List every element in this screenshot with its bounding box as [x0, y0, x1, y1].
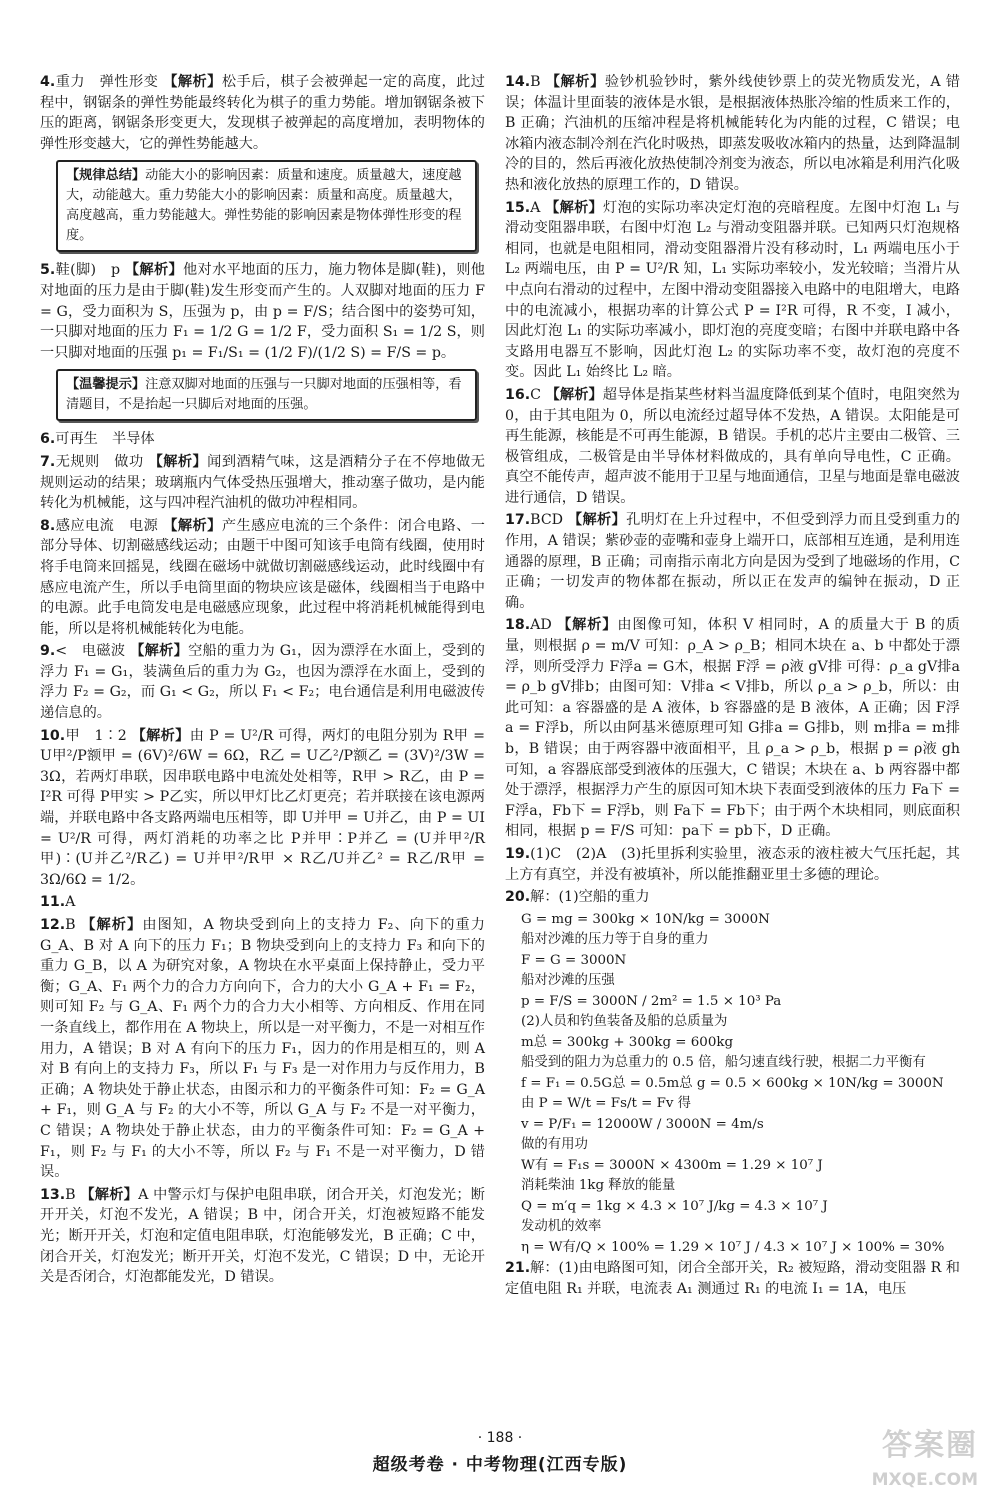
- analysis-tag: 【解析】: [131, 727, 190, 744]
- analysis-tag: 【解析】: [148, 453, 208, 470]
- answer-item: [40, 260, 485, 363]
- calculation-line: 船对沙滩的压强: [521, 973, 615, 989]
- item-number: 21.: [505, 1260, 531, 1277]
- item-number: 13.: [40, 1186, 66, 1203]
- analysis-text: 由 P = U²/R 可得，两灯的电阻分别为 R甲 = U甲²/P额甲 = (6V)²/6W = 6Ω，R乙 = U乙²/P额乙 = (3V)²/3W = 3Ω，若两灯串联，因串联电路中电流处处相等，R甲 > R乙，由 P = I²R 可得 P甲实 > P乙实，所以甲灯比乙灯更亮；若并联接在该电源两端，并联电路中各支路两端电压相等，即 U并甲 = U并乙，由 P = UI = U²/R 可得，两灯消耗的功率之比 P并甲∶P并乙 = (U并甲²/R甲)∶(U并乙²/R乙) = U并甲²/R甲 × R乙/U并乙² = R乙/R甲 = 3Ω/6Ω = 1/2。: [40, 727, 485, 888]
- right-column: [505, 72, 960, 1301]
- item-number: 19.: [505, 845, 531, 862]
- analysis-text: 孔明灯在上升过程中，不但受到浮力而且受到重力的作用，A 错误；紫砂壶的壶嘴和壶身上端开口，底部相互连通，是利用连通器的原理，B 正确；司南指示南北方向是因为受到了地磁场的作用，C 正确；一切发声的物体都在振动，所以正在发声的编钟在振动，D 正确。: [505, 512, 960, 611]
- calculation-line: p = F/S = 3000N / 2m² = 1.5 × 10³ Pa: [521, 993, 782, 1009]
- item-number: 20.: [505, 889, 531, 906]
- item-answer: 甲 1∶2: [65, 727, 132, 744]
- analysis-tag: 【解析】: [163, 74, 222, 90]
- item-number: 17.: [505, 512, 531, 529]
- calculation-line: m总 = 300kg + 300kg = 600kg: [521, 1034, 734, 1050]
- item-answer: BCD: [530, 512, 568, 529]
- analysis-tag: 【解析】: [545, 74, 605, 90]
- item-number: 10.: [40, 727, 66, 744]
- item-answer: 感应电流 电源: [55, 517, 164, 534]
- answer-item: [40, 1185, 485, 1288]
- analysis-text: 闻到酒精气味，这是酒精分子在不停地做无规则运动的结果；玻璃瓶内气体受热压强增大，推动塞子做功，是内能转化为机械能，这与四冲程汽油机的做功冲程相同。: [40, 453, 485, 512]
- answer-item: [505, 510, 960, 613]
- tip-box-text: 注意双脚对地面的压强与一只脚对地面的压强相等，看清题目，不是抬起一只脚后对地面的压强。: [66, 377, 462, 413]
- item-number: 4.: [40, 74, 56, 90]
- calculation-line: W有 = F₁s = 3000N × 4300m = 1.29 × 10⁷ J: [521, 1157, 823, 1173]
- page-number: · 188 ·: [477, 1430, 523, 1446]
- calculation-line: 船对沙滩的压力等于自身的重力: [521, 932, 709, 948]
- calculation-line: (2)人员和钓鱼装备及船的总质量为: [521, 1014, 728, 1030]
- analysis-text: 由图知，A 物块受到向上的支持力 F₂、向下的重力 G_A、B 对 A 向下的压力 F₁；B 物块受到向上的支持力 F₃ 和向下的重力 G_B，以 A 为研究对象，A 物块在水平桌面上保持静止，受力平衡；G_A、F₁ 两个力的合力方向向下，合力的大小 G_A + F₁ = F₂，则可知 F₂ 与 G_A、F₁ 两个力的合力大小相等、方向相反、作用在同一条直线上，都作用在 A 物块上，所以是一对平衡力，不是一对相互作用力，A 错误；B 对 A 有向下的压力 F₁，因力的作用是相互的，则 A 对 B 有向上的支持力 F₃，所以 F₁ 与 F₃ 是一对作用力与反作用力，B 正确；A 物块处于静止状态，由图示和力的平衡条件可知：F₂ = G_A + F₁，则 G_A 与 F₂ 的大小不等，所以 G_A 与 F₂ 不是一对平衡力，C 错误；A 物块处于静止状态，由力的平衡条件可知：F₂ = G_A + F₁，则 F₂ 与 F₁ 的大小不等，所以 F₂ 与 F₁ 不是一对平衡力，D 错误。: [40, 917, 485, 1181]
- analysis-text: 灯泡的实际功率决定灯泡的亮暗程度。左图中灯泡 L₁ 与滑动变阻器串联，右图中灯泡 L₂ 与滑动变阻器并联。已知两只灯泡规格相同，也就是电阻相同，滑动变阻器滑片没有移动时，L₁ 两端电压小于 L₂ 两端电压，由 P = U²/R 知，L₁ 实际功率较小，发光较暗；当滑片从中点向右滑动的过程中，左图中滑动变阻器接入电路中的电阻增大，电路中的电流减小，根据功率的计算公式 P = I²R 可得，R 不变，I 减小，因此灯泡 L₁ 的实际功率减小，即灯泡的亮度变暗；右图中并联电路中各支路用电器互不影响，因此灯泡 L₂ 的实际功率不变，故灯泡的亮度不变。因此 L₁ 始终比 L₂ 暗。: [505, 199, 960, 381]
- item-answer: B: [530, 74, 546, 90]
- item-number: 5.: [40, 262, 56, 279]
- answer-item: [40, 915, 485, 1183]
- analysis-text: A 中警示灯与保护电阻串联，闭合开关，灯泡发光；断开开关，灯泡不发光，A 错误；B 中，闭合开关，灯泡被短路不能发光；断开开关，灯泡和定值电阻串联，灯泡能够发光，B 正确；C 中，闭合开关，灯泡发光；断开开关，灯泡不发光，C 错误；D 中，无论开关是否闭合，灯泡都能发光，D 错误。: [40, 1186, 485, 1286]
- analysis-tag: 【解析】: [163, 517, 222, 534]
- item-number: 7.: [40, 453, 56, 470]
- answer-item: [505, 1258, 960, 1299]
- tip-box-text: 动能大小的影响因素：质量和速度。质量越大，速度越大，动能越大。重力势能大小的影响因素：质量和高度。质量越大，高度越高，重力势能越大。弹性势能的影响因素是物体弹性形变的程度。: [66, 168, 462, 244]
- answer-item: [40, 726, 485, 891]
- analysis-text: 空船的重力为 G₁，因为漂浮在水面上，受到的浮力 F₁ = G₁，装满鱼后的重力为 G₂，也因为漂浮在水面上，受到的浮力 F₂ = G₂，而 G₁ < G₂，所以 F₁ < F₂；电台通信是利用电磁波传递信息的。: [40, 643, 485, 722]
- item-answer: AD: [530, 617, 558, 634]
- answer-item: [40, 641, 485, 723]
- calculation-line: F = G = 3000N: [521, 952, 627, 968]
- calculation-line: 由 P = W/t = Fs/t = Fv 得: [521, 1096, 692, 1112]
- analysis-tag: 【解析】: [124, 262, 184, 279]
- answer-item: [40, 892, 485, 913]
- answer-item: [505, 385, 960, 509]
- item-number: 18.: [505, 617, 531, 634]
- item-number: 16.: [505, 386, 531, 403]
- item-answer: (1)C (2)A (3)托里拆利实验里，液态汞的液柱被大气压托起，其上方有真空，并没有被填补，所以能推翻亚里士多德的理论。: [505, 845, 960, 883]
- calculation-line: 船受到的阻力为总重力的 0.5 倍，船匀速直线行驶，根据二力平衡有: [521, 1055, 926, 1071]
- analysis-text: 产生感应电流的三个条件：闭合电路、一部分导体、切割磁感线运动；由题干中图可知该手电筒有线圈，使用时将手电筒来回摇晃，线圈在磁场中就做切割磁感线运动，此时线圈中有感应电流产生，所以手电筒里面的物块应该是磁体，线圈相当于电路中的电源。此手电筒发电是电磁感应现象，此过程中将消耗机械能得到电能，所以是将机械能转化为电能。: [40, 517, 485, 637]
- answer-item: [505, 844, 960, 885]
- analysis-tag: 【解析】: [80, 1186, 139, 1203]
- item-answer: A: [530, 199, 546, 216]
- analysis-text: 超导体是指某些材料当温度降低到某个值时，电阻突然为 0，由于其电阻为 0，所以电流经过超导体不发热，A 错误。太阳能是可再生能源，核能是不可再生能源，B 错误。手机的芯片主要由二极管、三极管组成，二极管是由半导体材料做成的，具有单向导电性，C 正确。真空不能传声，超声波不能用于卫星与地面通信，卫星与地面是靠电磁波进行通信，D 错误。: [505, 386, 960, 506]
- item-number: 15.: [505, 199, 531, 216]
- watermark: [832, 1420, 982, 1490]
- analysis-tag: 【解析】: [545, 199, 604, 216]
- tip-box-tag: 【规律总结】: [66, 168, 146, 184]
- answer-item: [505, 72, 960, 196]
- item-number: 12.: [40, 917, 66, 933]
- item-answer: B: [65, 1186, 81, 1203]
- item-number: 8.: [40, 517, 56, 534]
- analysis-tag: 【解析】: [81, 917, 143, 933]
- item-answer: 可再生 半导体: [55, 431, 155, 448]
- calculation-line: 做的有用功: [521, 1137, 588, 1153]
- answer-item: [505, 615, 960, 842]
- analysis-text: 他对水平地面的压力，施力物体是脚(鞋)，则他对地面的压力是由于脚(鞋)发生形变而产生的。人双脚对地面的压力 F = G，受力面积为 S，压强为 p，由 p = F/S；结合图中的姿势可知，一只脚对地面的压力 F₁ = 1/2 G = 1/2 F，受力面积 S₁ = 1/2 S，则一只脚对地面的压强 p₁ = F₁/S₁ = (1/2 F)/(1/2 S) = F/S = p。: [40, 262, 485, 361]
- item-answer: 解：(1)由电路图可知，闭合全部开关，R₂ 被短路，滑动变阻器 R 和定值电阻 R₁ 并联，电流表 A₁ 测通过 R₁ 的电流 I₁ = 1A，电压: [505, 1260, 960, 1297]
- answer-item: [40, 429, 485, 450]
- item-answer: < 电磁波: [55, 643, 131, 660]
- analysis-text: 验钞机验钞时，紫外线使钞票上的荧光物质发光，A 错误；体温计里面装的液体是水银，是根据液体热胀冷缩的性质来工作的，B 正确；汽油机的压缩冲程是将机械能转化为内能的过程，C 错误；电冰箱内液态制冷剂在汽化时吸热，即蒸发吸收冰箱内的热量，达到降温制冷的目的，然后再液化放热使制冷剂变为液态，所以电冰箱是利用汽化吸热和液化放热的原理工作的，D 错误。: [505, 74, 960, 193]
- answer-item: [40, 516, 485, 640]
- watermark-logo: 答案圈: [882, 1428, 978, 1463]
- analysis-tag: 【解析】: [545, 386, 603, 403]
- item-number: 14.: [505, 74, 531, 90]
- answer-item: [505, 198, 960, 383]
- item-number: 11.: [40, 894, 66, 911]
- item-number: 6.: [40, 431, 56, 448]
- book-title: 超级考卷 · 中考物理(江西专版): [372, 1455, 628, 1475]
- item-number: 9.: [40, 643, 56, 660]
- tip-box: [56, 369, 477, 421]
- item-answer: A: [65, 894, 76, 911]
- calculation-line: G = mg = 300kg × 10N/kg = 3000N: [521, 911, 770, 927]
- tip-box: [56, 160, 477, 252]
- left-column: [40, 72, 485, 1290]
- calculation-line: 消耗柴油 1kg 释放的能量: [521, 1178, 676, 1194]
- item-answer: 解：(1)空船的重力: [530, 889, 650, 906]
- analysis-text: 松手后，棋子会被弹起一定的高度，此过程中，钢锯条的弹性势能最终转化为棋子的重力势能。增加钢锯条被下压的距离，钢锯条形变更大，发现棋子被弹起的高度增加，表明物体的弹性形变越大，它的弹性势能越大。: [40, 74, 485, 152]
- answer-item: [40, 452, 485, 514]
- analysis-tag: 【解析】: [567, 512, 627, 529]
- item-answer: 无规则 做功: [55, 453, 149, 470]
- analysis-tag: 【解析】: [130, 643, 189, 660]
- item-answer: 鞋(脚) p: [55, 262, 125, 279]
- calculation-line: 发动机的效率: [521, 1219, 602, 1235]
- tip-box-tag: 【温馨提示】: [66, 377, 146, 393]
- item-answer: 重力 弹性形变: [55, 74, 164, 90]
- analysis-text: 由图像可知，体积 V 相同时，A 的质量大于 B 的质量，则根据 ρ = m/V 可知：ρ_A > ρ_B；相同木块在 a、b 中都处于漂浮，则所受浮力 F浮a = G木，根据 F浮 = ρ液 gV排 可得：ρ_a gV排a = ρ_b gV排b；由图可知：V排a < V排b，所以 ρ_a > ρ_b，所以：由此可知：a 容器盛的是 A 液体，b 容器盛的是 B 液体，A 正确；因 F浮a = F浮b，所以由阿基米德原理可知 G排a = G排b，则 m排a = m排b，B 错误；由于两容器中液面相平，且 ρ_a > ρ_b，根据 p = ρ液 gh 可知，a 容器底部受到液体的压强大，C 错误；木块在 a、b 两容器中都处于漂浮，根据浮力产生的原因可知木块下表面受到液体的压力 Fa下 = F浮a，Fb下 = F浮b，则 Fa下 = Fb下；由于两个木块相同，则底面积相同，根据 p = F/S 可知：pa下 = pb下，D 正确。: [505, 617, 960, 840]
- watermark-url: MXQE.COM: [871, 1470, 978, 1490]
- calculation-line: v = P/F₁ = 12000W / 3000N = 4m/s: [521, 1116, 764, 1132]
- answer-item: [505, 887, 960, 908]
- answer-item: [40, 72, 485, 154]
- calculation-line: Q = m′q = 1kg × 4.3 × 10⁷ J/kg = 4.3 × 10⁷ J: [521, 1198, 828, 1214]
- item-answer: C: [530, 386, 546, 403]
- calculation-line: η = W有/Q × 100% = 1.29 × 10⁷ J / 4.3 × 10⁷ J × 100% = 30%: [521, 1239, 945, 1255]
- item-answer: B: [65, 917, 82, 933]
- analysis-tag: 【解析】: [557, 617, 618, 634]
- calculation-line: f = F₁ = 0.5G总 = 0.5m总 g = 0.5 × 600kg × 10N/kg = 3000N: [521, 1075, 944, 1091]
